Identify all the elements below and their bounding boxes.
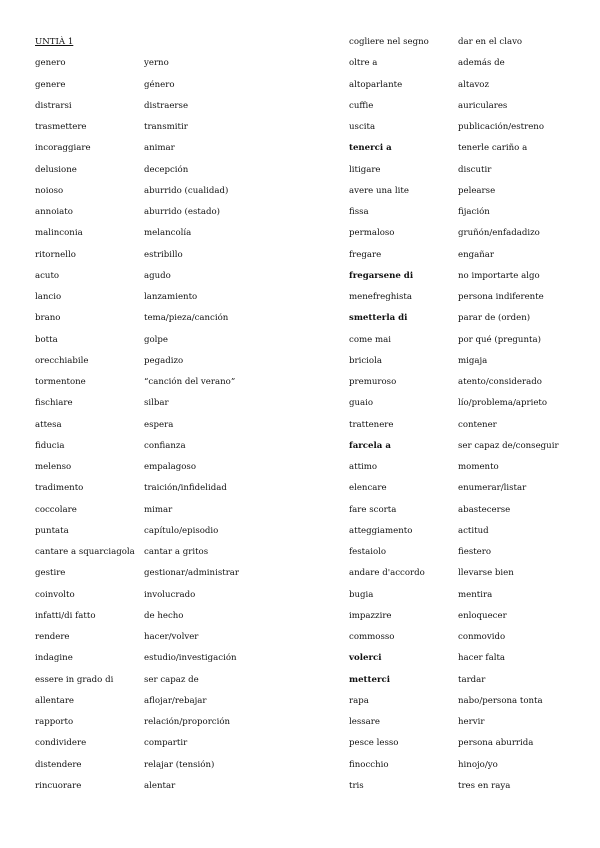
spanish-translation: contener xyxy=(458,419,497,430)
spanish-translation: aburrido (estado) xyxy=(144,207,220,217)
italian-term: fissa xyxy=(349,207,369,217)
spanish-translation: hervir xyxy=(458,717,485,727)
italian-term: coccolare xyxy=(35,504,77,515)
italian-term: atteggiamento xyxy=(349,525,413,536)
spanish-translation: distraerse xyxy=(144,100,189,111)
italian-term: festaiolo xyxy=(349,547,387,557)
italian-term-bold: metterci xyxy=(349,674,390,685)
spanish-translation: decepción xyxy=(144,164,189,175)
spanish-translation: confianza xyxy=(144,440,186,451)
italian-term: avere una lite xyxy=(349,185,409,196)
spanish-translation: llevarse bien xyxy=(458,568,514,579)
italian-term: permaloso xyxy=(349,228,395,239)
spanish-translation: agudo xyxy=(144,270,171,281)
italian-term: genero xyxy=(35,58,66,69)
spanish-translation: gestionar/administrar xyxy=(144,568,240,579)
spanish-translation: capítulo/episodio xyxy=(144,525,219,536)
spanish-translation: parar de (orden) xyxy=(458,313,531,324)
italian-term: puntata xyxy=(35,525,69,536)
spanish-translation: persona indiferente xyxy=(458,292,544,302)
italian-term: finocchio xyxy=(349,759,389,770)
spanish-translation: persona aburrida xyxy=(458,738,534,749)
italian-term: essere in grado di xyxy=(35,674,114,685)
italian-term-bold: farcela a xyxy=(349,440,391,451)
italian-term: cuffie xyxy=(349,100,374,111)
spanish-translation: hacer/volver xyxy=(144,632,199,642)
italian-term: gestire xyxy=(35,568,66,579)
italian-term: trasmettere xyxy=(35,122,87,132)
italian-term: cantare a squarciagola xyxy=(35,547,135,557)
spanish-translation: discutir xyxy=(458,164,492,175)
italian-term: noioso xyxy=(35,185,64,196)
spanish-translation: melancolía xyxy=(144,228,192,239)
spanish-translation: involucrado xyxy=(144,589,196,600)
spanish-translation: hinojo/yo xyxy=(458,759,498,770)
spanish-translation: fiestero xyxy=(458,547,492,557)
italian-term: guaio xyxy=(349,398,374,409)
italian-column-left xyxy=(35,35,143,800)
italian-term: impazzire xyxy=(349,610,392,621)
spanish-translation: publicación/estreno xyxy=(458,122,544,132)
spanish-translation: ser capaz de xyxy=(144,674,199,685)
spanish-translation: fijación xyxy=(458,207,490,217)
spanish-translation: género xyxy=(144,79,175,90)
spanish-translation: hacer falta xyxy=(458,653,506,664)
italian-term-bold: volerci xyxy=(349,653,382,664)
spanish-translation: “canción del verano” xyxy=(144,377,236,387)
spanish-translation: enloquecer xyxy=(458,610,507,621)
spanish-translation: aburrido (cualidad) xyxy=(144,185,229,196)
italian-term: infatti/di fatto xyxy=(35,610,96,621)
italian-term: premuroso xyxy=(349,377,397,387)
italian-term: cogliere nel segno xyxy=(349,37,429,47)
italian-term: fregare xyxy=(349,249,382,260)
italian-term: delusione xyxy=(35,164,77,175)
spanish-translation: empalagoso xyxy=(144,462,196,472)
spanish-translation: de hecho xyxy=(144,610,184,621)
spanish-translation: traición/infidelidad xyxy=(144,483,227,494)
italian-term: ritornello xyxy=(35,249,76,260)
italian-term: andare d'accordo xyxy=(349,568,425,579)
spanish-translation: por qué (pregunta) xyxy=(458,334,541,345)
italian-term: attimo xyxy=(349,462,378,472)
spanish-translation: tres en raya xyxy=(458,780,511,791)
italian-term: rincuorare xyxy=(35,780,82,791)
italian-term: rapa xyxy=(349,695,369,706)
spanish-translation: yerno xyxy=(144,58,169,69)
spanish-translation: atento/considerado xyxy=(458,377,542,387)
spanish-translation: conmovido xyxy=(458,632,506,642)
italian-term: annoiato xyxy=(35,207,73,217)
spanish-translation: tema/pieza/canción xyxy=(144,313,229,324)
italian-term: tormentone xyxy=(35,377,86,387)
unit-title: UNTIÀ 1 xyxy=(35,37,74,47)
spanish-translation: nabo/persona tonta xyxy=(458,695,543,706)
spanish-translation: lío/problema/aprieto xyxy=(458,398,548,409)
spanish-translation: aflojar/rebajar xyxy=(144,695,207,706)
italian-term: lessare xyxy=(349,717,380,727)
italian-term: condividere xyxy=(35,738,87,749)
italian-term: fiducia xyxy=(35,440,65,451)
spanish-translation: relajar (tensión) xyxy=(144,759,215,770)
italian-term: menefreghista xyxy=(349,292,413,302)
italian-term: coinvolto xyxy=(35,589,75,600)
italian-term: litigare xyxy=(349,164,381,175)
spanish-translation: enumerar/listar xyxy=(458,483,527,494)
italian-term: briciola xyxy=(349,355,382,366)
spanish-translation: tenerle cariño a xyxy=(458,143,528,154)
italian-term: melenso xyxy=(35,462,72,472)
italian-term: incoraggiare xyxy=(35,143,91,154)
title-spacer xyxy=(144,35,344,56)
spanish-translation: momento xyxy=(458,462,499,472)
spanish-translation: abastecerse xyxy=(458,504,511,515)
spanish-translation: no importarte algo xyxy=(458,270,540,281)
spanish-translation: cantar a gritos xyxy=(144,547,209,557)
italian-term: tradimento xyxy=(35,483,84,494)
spanish-translation: relación/proporción xyxy=(144,717,231,727)
spanish-translation: alentar xyxy=(144,780,176,791)
italian-term: lancio xyxy=(35,292,62,302)
spanish-translation: estribillo xyxy=(144,249,183,260)
spanish-translation: estudio/investigación xyxy=(144,653,237,664)
spanish-translation: espera xyxy=(144,419,174,430)
spanish-translation: engañar xyxy=(458,249,495,260)
spanish-translation: lanzamiento xyxy=(144,292,198,302)
italian-term: distendere xyxy=(35,759,82,770)
italian-term-bold: fregarsene di xyxy=(349,270,414,281)
spanish-translation: golpe xyxy=(144,334,169,345)
spanish-translation: mimar xyxy=(144,504,173,515)
italian-term: brano xyxy=(35,313,61,324)
italian-term-bold: smetterla di xyxy=(349,313,408,324)
spanish-column-left xyxy=(144,35,344,800)
spanish-translation: compartir xyxy=(144,738,188,749)
italian-term: trattenere xyxy=(349,419,394,430)
spanish-column-right xyxy=(458,35,598,800)
italian-term: tris xyxy=(349,780,364,791)
spanish-translation: actitud xyxy=(458,525,489,536)
italian-term: allentare xyxy=(35,695,75,706)
spanish-translation: pegadizo xyxy=(144,355,184,366)
italian-term: attesa xyxy=(35,419,62,430)
spanish-translation: ser capaz de/conseguir xyxy=(458,440,559,451)
spanish-translation: además de xyxy=(458,58,505,69)
italian-term: oltre a xyxy=(349,58,378,69)
spanish-translation: dar en el clavo xyxy=(458,37,523,47)
italian-term: orecchiabile xyxy=(35,355,89,366)
italian-term: distrarsi xyxy=(35,100,72,111)
italian-term: uscita xyxy=(349,122,376,132)
italian-term: indagine xyxy=(35,653,73,664)
italian-term: genere xyxy=(35,79,66,90)
spanish-translation: transmitir xyxy=(144,122,188,132)
spanish-translation: pelearse xyxy=(458,185,496,196)
italian-term: fare scorta xyxy=(349,504,397,515)
italian-term: rapporto xyxy=(35,717,74,727)
spanish-translation: mentira xyxy=(458,589,493,600)
spanish-translation: tardar xyxy=(458,674,486,685)
italian-term: elencare xyxy=(349,483,387,494)
italian-term-bold: tenerci a xyxy=(349,143,392,154)
spanish-translation: silbar xyxy=(144,398,169,409)
spanish-translation: gruñón/enfadadizo xyxy=(458,228,540,239)
italian-term: malinconia xyxy=(35,228,83,239)
italian-term: acuto xyxy=(35,270,60,281)
italian-column-right xyxy=(349,35,457,800)
spanish-translation: auriculares xyxy=(458,100,508,111)
italian-term: bugia xyxy=(349,589,374,600)
italian-term: fischiare xyxy=(35,398,73,409)
italian-term: commosso xyxy=(349,632,395,642)
spanish-translation: altavoz xyxy=(458,79,490,90)
italian-term: botta xyxy=(35,334,58,345)
italian-term: come mai xyxy=(349,334,391,345)
italian-term: altoparlante xyxy=(349,79,403,90)
spanish-translation: animar xyxy=(144,143,175,154)
italian-term: rendere xyxy=(35,632,70,642)
spanish-translation: migaja xyxy=(458,355,488,366)
italian-term: pesce lesso xyxy=(349,738,399,749)
